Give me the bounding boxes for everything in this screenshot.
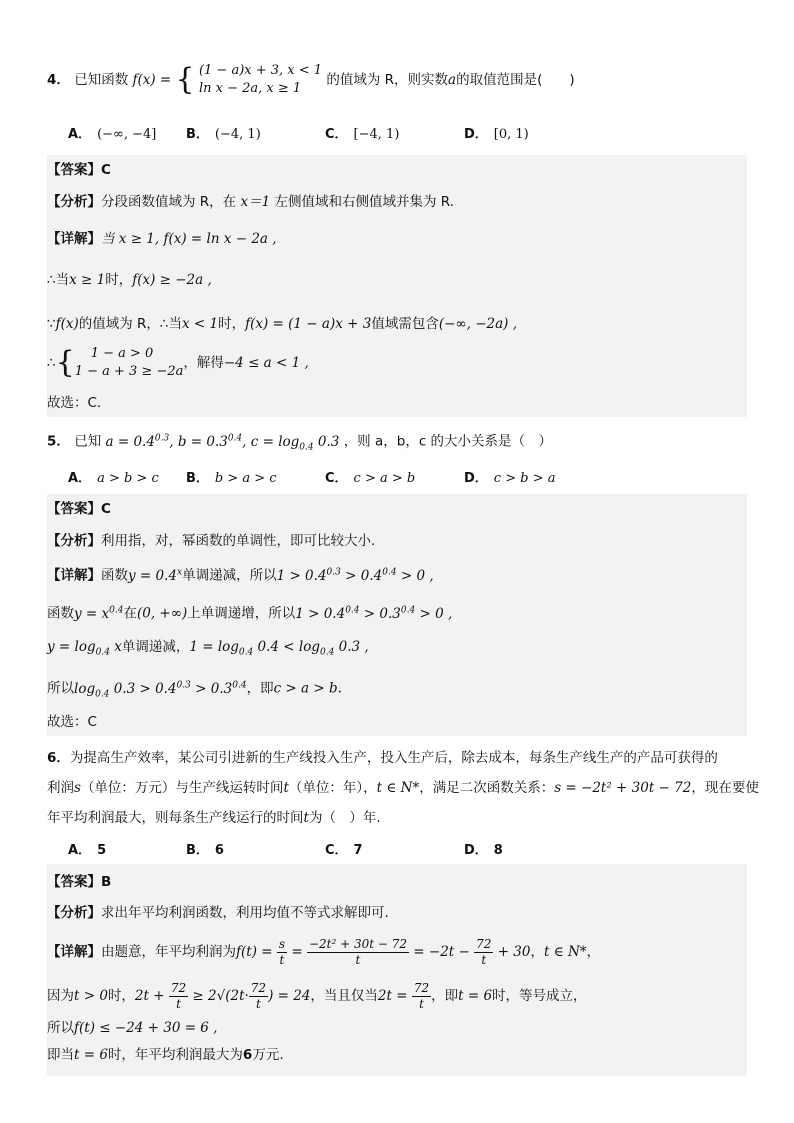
answer-line: 【答案】C — [47, 162, 111, 178]
question-number: 5． — [47, 433, 70, 450]
detail-line-system: ∴{ 1 − a > 0 1 − a + 3 ≥ −2a ，解得−4 ≤ a < 1 , — [47, 345, 309, 380]
choose-line: 故选：C. — [47, 395, 102, 411]
question-line-2: 利润s（单位：万元）与生产线运转时间t（单位：年），t ∈ N*，满足二次函数关系：s = −2t² + 30t − 72，现在要使 — [47, 780, 759, 796]
question-text: 已知 — [74, 433, 102, 450]
option-c: C． [−4, 1) — [325, 127, 400, 142]
given-values: $a = 0.4^{0.3}$, $b = 0.3^{0.4}$, $c = \log_{0.4} 0.3$ — [105, 433, 340, 453]
option-c: C． c > a > b — [325, 471, 416, 486]
option-b: B． 6 — [186, 843, 224, 858]
detail-line-3: ∵f(x)的值域为 R，∴当x < 1时，f(x) = (1 − a)x + 3值域需包含(−∞, −2a) , — [47, 316, 518, 332]
answer-block-q5 — [47, 494, 747, 736]
analysis-line: 【分析】分段函数值域为 R，在 x＝1 左侧值域和右侧值域并集为 R. — [47, 194, 454, 210]
detail-line-1: 【详解】当 x ≥ 1, f(x) = ln x − 2a , — [47, 231, 277, 247]
options-q4 — [68, 123, 728, 143]
option-b: B． (−4, 1) — [186, 127, 261, 142]
answer-block-q4 — [47, 155, 747, 417]
brace-icon: { — [55, 345, 75, 380]
question-text: 已知函数 — [74, 72, 129, 88]
question-6 — [47, 743, 759, 833]
detail-line-4: 所以$\log_{0.4} 0.3 > 0.4^{0.3} > 0.3^{0.4}$，即c > a > b. — [47, 680, 342, 700]
question-number: 4． — [47, 72, 70, 88]
case-1: (1 − a)x + 3, x < 1 — [198, 63, 323, 78]
detail-line-3: $y = \log_{0.4} x$单调递减，$1 = \log_{0.4} 0.4 < \log_{0.4} 0.3$ , — [47, 639, 369, 658]
question-number: 6． — [47, 750, 70, 766]
option-c: C． 7 — [325, 843, 363, 858]
brace-icon: { — [175, 62, 195, 97]
detail-line-1: 【详解】由题意，年平均利润为f(t) = $\frac{s}{t}$ = $\frac{\text{−2t² + 30t − 72}}{t}$ = −2t − $\frac{72}{t}$ + 30，t ∈ N*， — [47, 936, 601, 967]
option-d: D． 8 — [464, 843, 503, 858]
analysis-line: 【分析】利用指，对，幂函数的单调性，即可比较大小. — [47, 533, 376, 549]
inequality-system: 1 − a > 0 1 − a + 3 ≥ −2a — [74, 346, 184, 379]
question-text: ，则 a，b，c 的大小关系是（ ） — [343, 433, 553, 450]
question-line-3: 年平均利润最大，则每条生产线运行的时间t为（ ）年. — [47, 810, 381, 826]
detail-line-3: 所以f(t) ≤ −24 + 30 = 6 , — [47, 1020, 218, 1036]
question-line-1: 6．为提高生产效率，某公司引进新的生产线投入生产，投入生产后，除去成本，每条生产线生产的产品可获得的 — [47, 750, 718, 766]
choose-line: 故选：C — [47, 714, 97, 730]
detail-line-2: 函数$y = x^{0.4}$在(0, +∞)上单调递增，所以$1 > 0.4^{0.4} > 0.3^{0.4} > 0$ , — [47, 605, 453, 622]
options-q5 — [68, 467, 728, 487]
analysis-line: 【分析】求出年平均利润函数，利用均值不等式求解即可. — [47, 905, 389, 921]
option-b: B． b > a > c — [186, 471, 277, 486]
answer-block-q6 — [47, 864, 747, 1076]
piecewise-cases — [199, 62, 322, 98]
detail-line-4: 即当t = 6时，年平均利润最大为6万元. — [47, 1047, 284, 1063]
answer-line: 【答案】B — [47, 874, 112, 890]
function-name: f(x) = — [132, 72, 172, 88]
question-text: 的值域为 R，则实数 — [326, 72, 449, 88]
option-d: D． c > b > a — [464, 471, 556, 486]
option-a: A． (−∞, −4] — [68, 127, 157, 142]
detail-line-2: ∴当x ≥ 1时，f(x) ≥ −2a , — [47, 272, 212, 288]
question-4 — [47, 62, 747, 98]
detail-line-2: 因为t > 0时，2t + $\frac{72}{t}$ ≥ 2√(2t· $\frac{72}{t}$ ) = 24，当且仅当2t = $\frac{72}{t}$ ，即t = 6时，等号成立， — [47, 980, 587, 1011]
question-5 — [47, 428, 747, 457]
answer-line: 【答案】C — [47, 501, 111, 517]
option-d: D． [0, 1) — [464, 127, 529, 142]
option-a: A． a > b > c — [68, 471, 159, 486]
case-2: ln x − 2a, x ≥ 1 — [198, 81, 302, 96]
option-a: A． 5 — [68, 843, 107, 858]
variable: a — [448, 72, 457, 88]
question-text: 的取值范围是( ) — [456, 72, 575, 88]
detail-line-1: 【详解】函数$y = 0.4^x$单调递减，所以$1 > 0.4^{0.3} > 0.4^{0.4} > 0$ , — [47, 567, 434, 584]
options-q6 — [68, 839, 728, 859]
